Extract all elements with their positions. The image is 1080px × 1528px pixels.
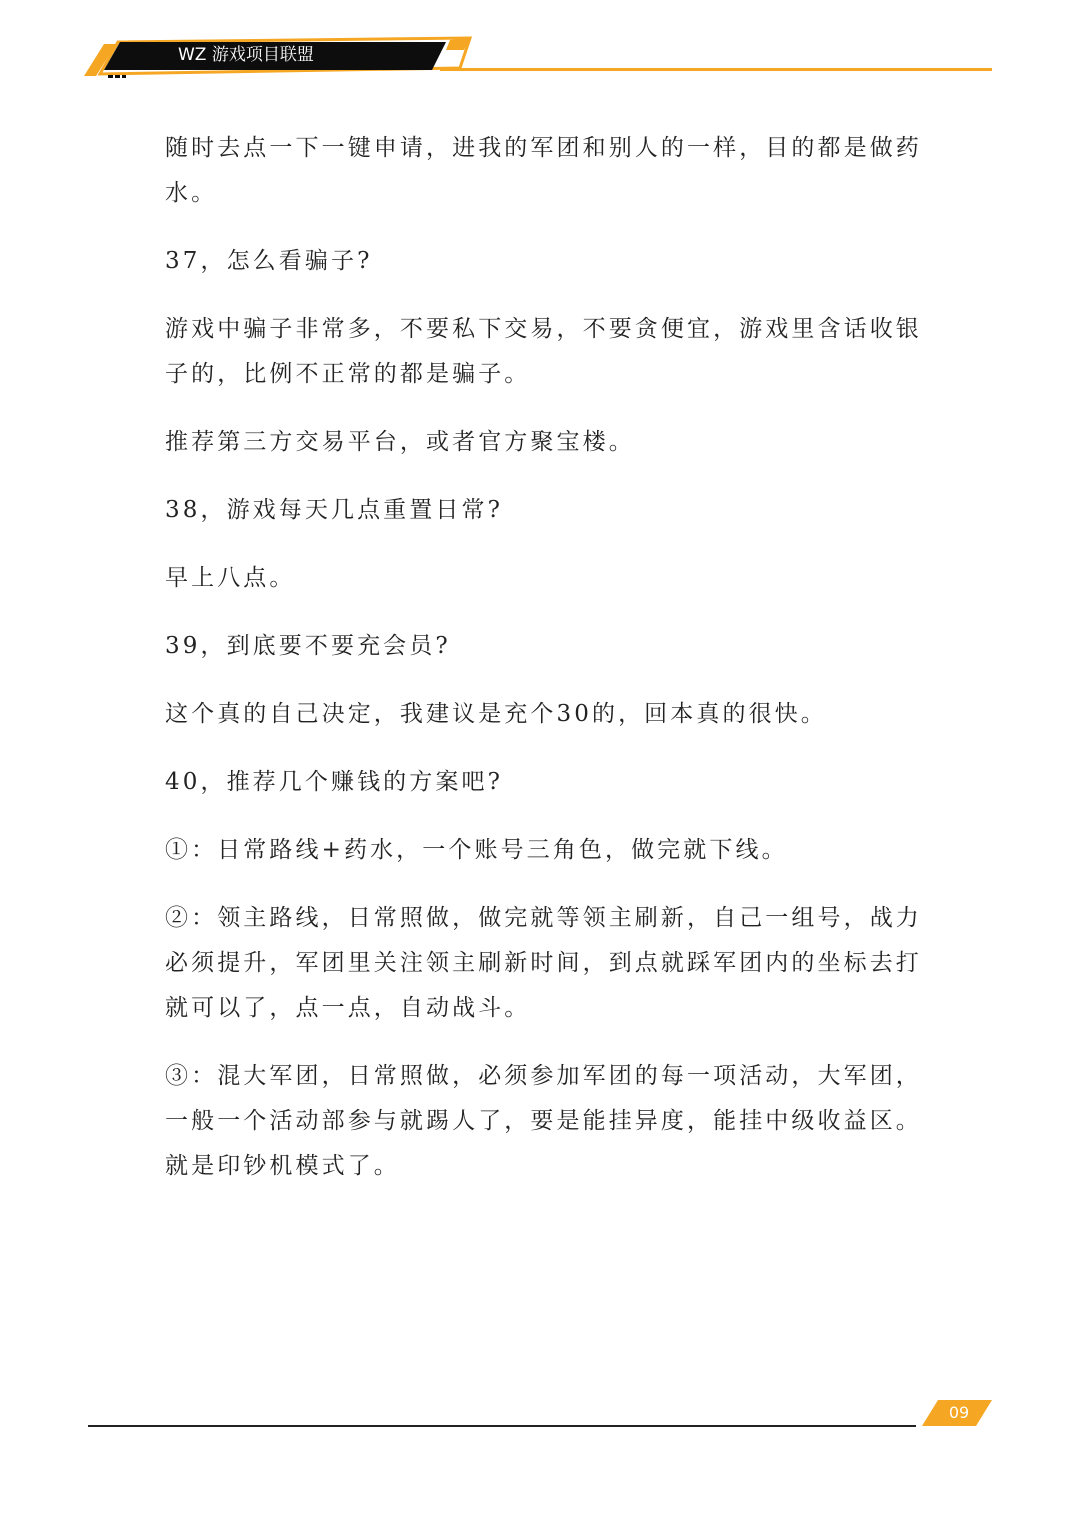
paragraph: 游戏中骗子非常多，不要私下交易，不要贪便宜，游戏里含话收银子的，比例不正常的都是骗子。: [165, 316, 922, 387]
paragraph: 早上八点。: [165, 565, 296, 591]
document-body: [165, 126, 925, 1212]
paragraph: 这个真的自己决定，我建议是充个30的，回本真的很快。: [165, 701, 827, 727]
footer-graphic: [0, 1390, 1080, 1440]
plan-item: ③：混大军团，日常照做，必须参加军团的每一项活动，大军团，一般一个活动部参与就踢人了，要是能挂异度，能挂中级收益区。就是印钞机模式了。: [165, 1063, 922, 1179]
question-heading: 40，推荐几个赚钱的方案吧?: [165, 769, 503, 795]
header-banner-graphic: [0, 0, 1080, 90]
paragraph: 推荐第三方交易平台，或者官方聚宝楼。: [165, 429, 635, 455]
page-number: 09: [948, 1403, 970, 1422]
question-heading: 37，怎么看骗子?: [165, 248, 373, 274]
page-footer: [0, 1390, 1080, 1440]
plan-item: ①：日常路线+药水，一个账号三角色，做完就下线。: [165, 837, 788, 863]
question-heading: 39，到底要不要充会员?: [165, 633, 451, 659]
header-title: WZ 游戏项目联盟: [178, 45, 314, 65]
page-header: [0, 0, 1080, 90]
plan-item: ②：领主路线，日常照做，做完就等领主刷新，自己一组号，战力必须提升，军团里关注领主刷新时间，到点就踩军团内的坐标去打就可以了，点一点，自动战斗。: [165, 905, 922, 1021]
question-heading: 38，游戏每天几点重置日常?: [165, 497, 503, 523]
paragraph: 随时去点一下一键申请，进我的军团和别人的一样，目的都是做药水。: [165, 135, 922, 206]
